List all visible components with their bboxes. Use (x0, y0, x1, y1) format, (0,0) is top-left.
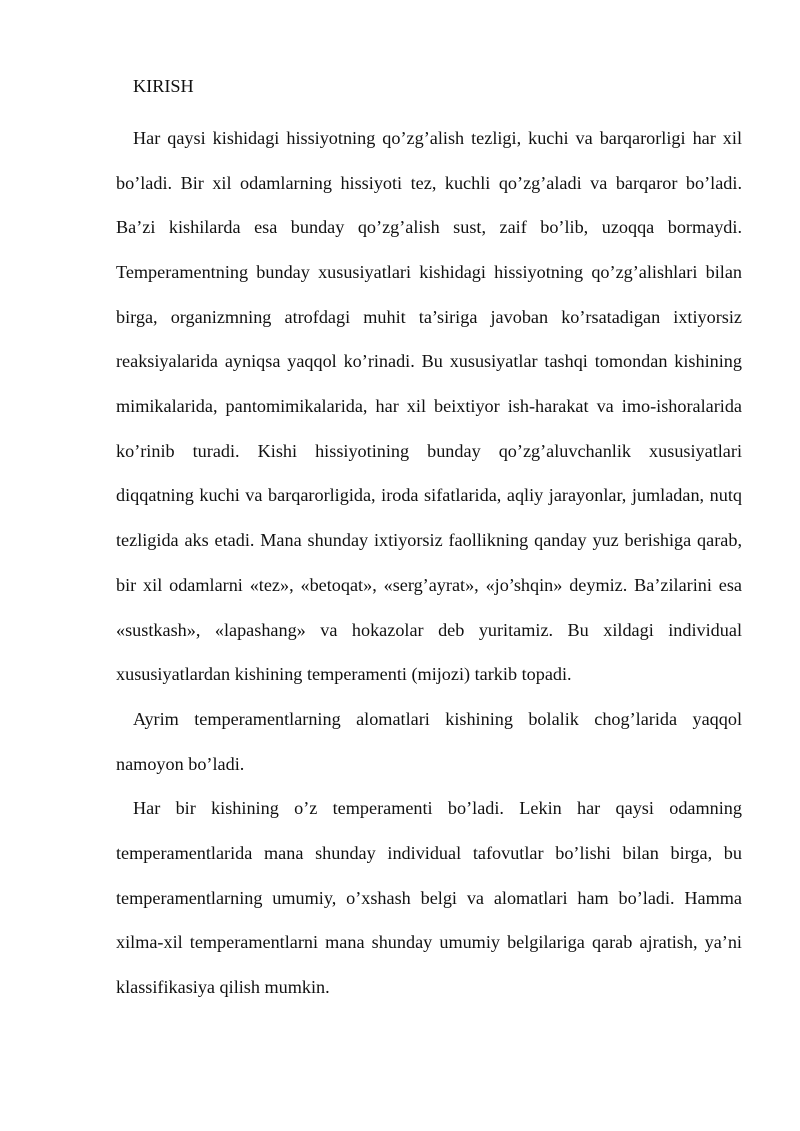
paragraph-3: Har bir kishining o’z temperamenti bo’ladi. Lekin har qaysi odamning temperamentlarida mana shunday individual tafovutlar bo’lishi bilan birga, bu temperamentlarning umumiy, o’xshash belgi va alomatlari ham bo’ladi. Hamma xilma-xil temperamentlarni mana shunday umumiy belgilariga qarab ajratish, ya’ni klassifikasiya qilish mumkin. (116, 798, 742, 998)
paragraph-2: Ayrim temperamentlarning alomatlari kishining bolalik chog’larida yaqqol namoyon bo’ladi. (116, 708, 742, 774)
document-page (116, 72, 742, 1010)
paragraph-1: Har qaysi kishidagi hissiyotning qo’zg’alish tezligi, kuchi va barqarorligi har xil bo’ladi. Bir xil odamlarning hissiyoti tez, kuchli qo’zg’aladi va barqaror bo’ladi. Ba’zi kishilarda esa bunday qo’zg’alish sust, zaif bo’lib, uzoqqa bormaydi. Temperamentning bunday xususiyatlari kishidagi hissiyotning qo’zg’alishlari bilan birga, organizmning atrofdagi muhit ta’siriga javoban ko’rsatadigan ixtiyorsiz reaksiyalarida ayniqsa yaqqol ko’rinadi. Bu xususiyatlar tashqi tomondan kishining mimikalarida, pantomimikalarida, har xil beixtiyor ish-harakat va imo-ishoralarida ko’rinib turadi. Kishi hissiyotining bunday qo’zg’aluvchanlik xususiyatlari diqqatning kuchi va barqarorligida, iroda sifatlarida, aqliy jarayonlar, jumladan, nutq tezligida aks etadi. Mana shunday ixtiyorsiz faollikning qanday yuz berishiga qarab, bir xil odamlarni «tez», «betoqat», «serg’ayrat», «jo’shqin» deymiz. Ba’zilarini esa «sustkash», «lapashang» va hokazolar deb yuritamiz. Bu xildagi individual xususiyatlardan kishining temperamenti (mijozi) tarkib topadi. (116, 127, 742, 685)
section-heading: KIRISH (133, 76, 194, 96)
